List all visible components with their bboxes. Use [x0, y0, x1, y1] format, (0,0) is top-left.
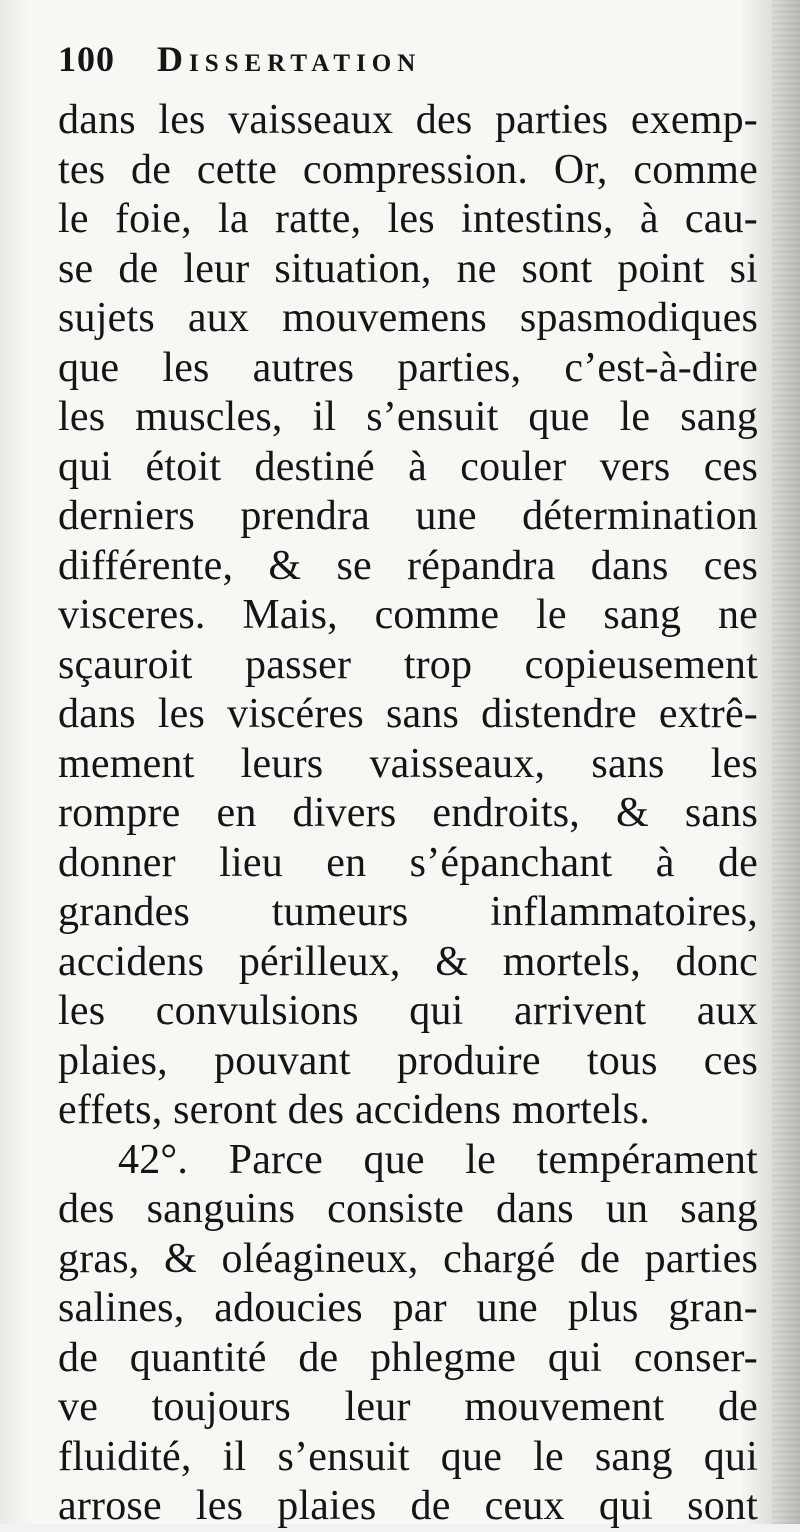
paragraph-start-line: 42°. Parce que le tempérament [118, 1136, 758, 1183]
text-line: dans les vaisseaux des parties exemp- [58, 97, 758, 143]
text-line: sçauroit passer trop copieusement [58, 641, 758, 688]
text-line: visceres. Mais, comme le sang ne [58, 592, 758, 638]
text-line: les muscles, il s’ensuit que le sang [58, 394, 758, 440]
text-line: se de leur situation, ne sont point si [58, 245, 758, 292]
text-line: de quantité de phlegme qui conser- [58, 1334, 758, 1381]
text-line: derniers prendra une détermination [58, 493, 758, 539]
text-line: salines, adoucies par une plus gran- [58, 1285, 758, 1331]
text-line: tes de cette compression. Or, comme [58, 146, 758, 193]
text-line: que les autres parties, c’est-à-dire [58, 344, 758, 391]
text-line: des sanguins consiste dans un sang [58, 1186, 758, 1232]
text-line: sujets aux mouvemens spasmodiques [58, 295, 758, 341]
text-line: qui étoit destiné à couler vers ces [58, 443, 758, 490]
text-line: ve toujours leur mouvement de [58, 1384, 758, 1430]
text-line: les convulsions qui arrivent aux [58, 988, 758, 1034]
text-line: différente, & se répandra dans ces [58, 542, 758, 589]
text-line: dans les viscéres sans distendre extrê- [58, 691, 758, 737]
text-line: grandes tumeurs inflammatoires, [58, 889, 758, 935]
text-line: effets, seront des accidens mortels. [58, 1087, 650, 1133]
text-line: mement leurs vaisseaux, sans les [58, 740, 758, 787]
page-number: 100 [58, 39, 115, 79]
text-line: gras, & oléagineux, chargé de parties [58, 1235, 758, 1282]
page-header [58, 38, 748, 88]
running-title: Dissertation [157, 39, 422, 79]
text-line: le foie, la ratte, les intestins, à cau- [58, 196, 758, 242]
text-line: donner lieu en s’épanchant à de [58, 839, 758, 886]
text-line: arrose les plaies de ceux qui sont [58, 1483, 758, 1529]
text-line: accidens périlleux, & mortels, donc [58, 938, 758, 985]
text-line: plaies, pouvant produire tous ces [58, 1037, 758, 1084]
text-line: rompre en divers endroits, & sans [58, 790, 758, 836]
text-line: fluidité, il s’ensuit que le sang qui [58, 1433, 758, 1480]
body-text [58, 96, 758, 1532]
